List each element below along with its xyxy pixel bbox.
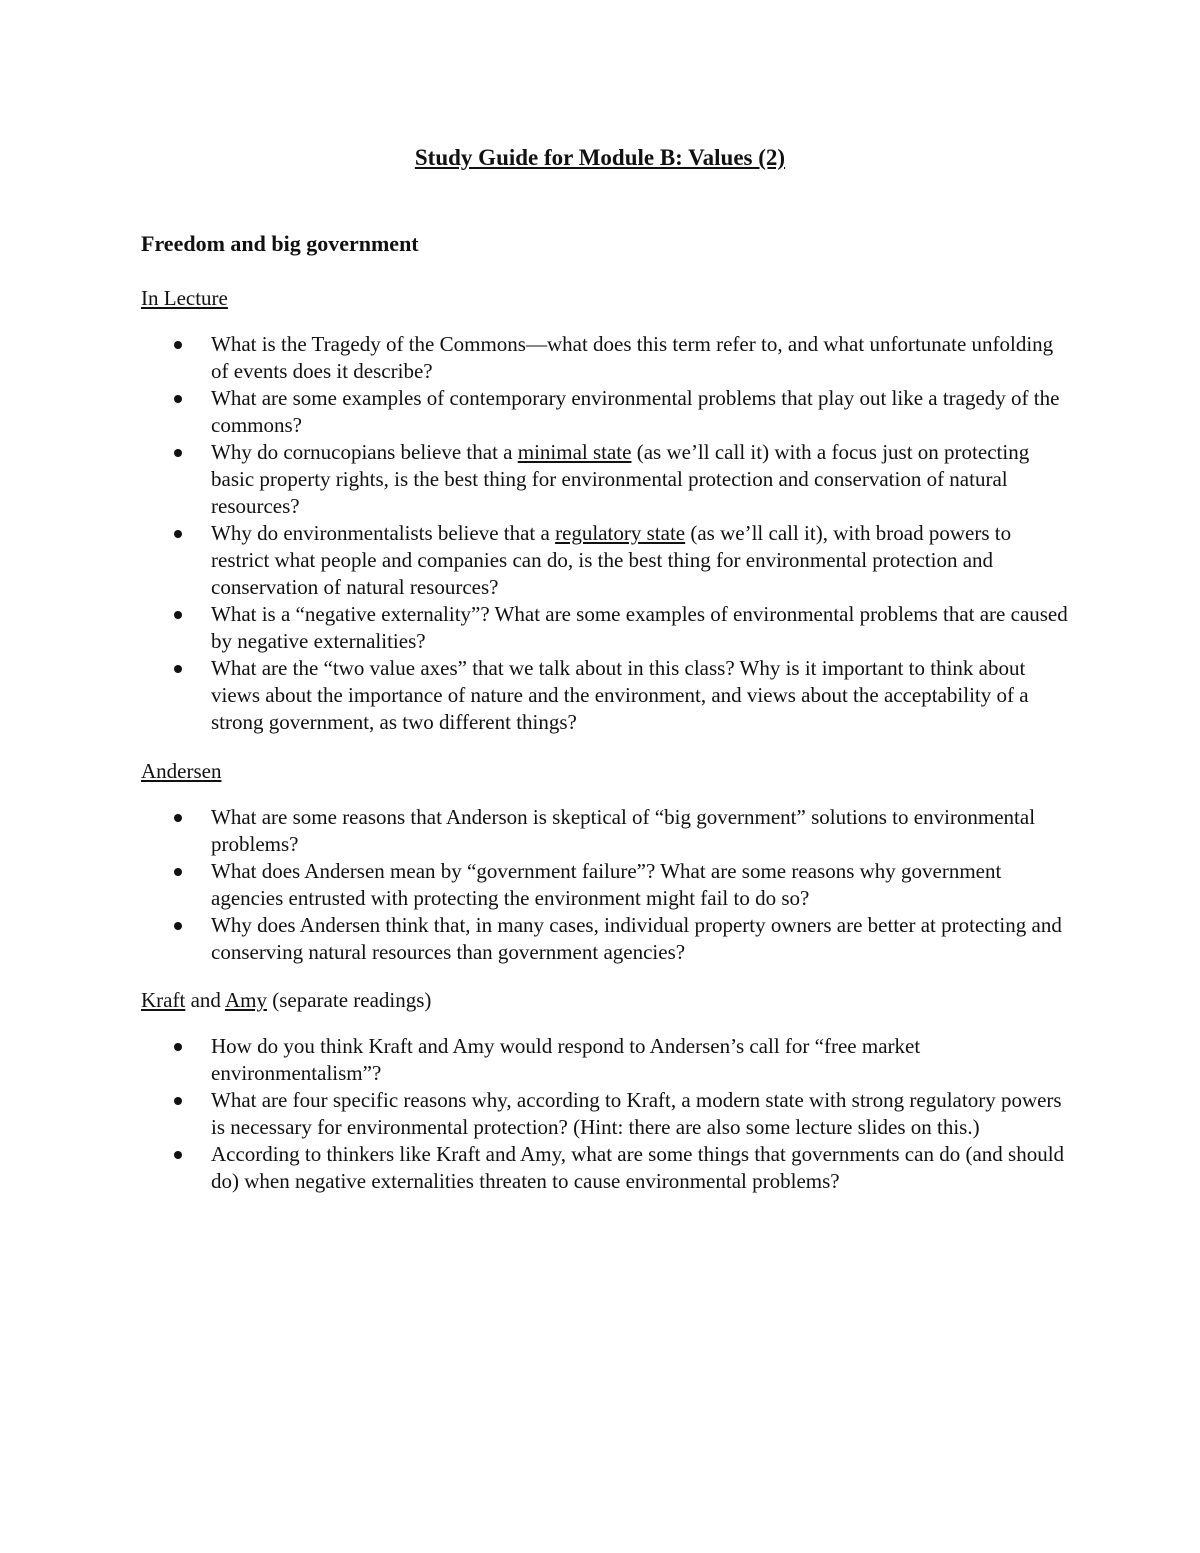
list-item: What are some reasons that Anderson is skeptical of “big government” solutions to environmental problems? xyxy=(211,804,1071,858)
list-item: Why does Andersen think that, in many cases, individual property owners are better at protecting and conserving natural resources than government agencies? xyxy=(211,912,1071,966)
list-item: Why do cornucopians believe that a minimal state (as we’ll call it) with a focus just on protecting basic property rights, is the best thing for environmental protection and conservation of natural resources? xyxy=(211,439,1071,520)
question-list-kraft-amy xyxy=(211,1033,1071,1195)
question-list-in-lecture xyxy=(211,331,1071,736)
list-item: What are the “two value axes” that we talk about in this class? Why is it important to think about views about the importance of nature and the environment, and views about the acceptability of a strong government, as two different things? xyxy=(211,655,1071,736)
list-item: According to thinkers like Kraft and Amy, what are some things that governments can do (and should do) when negative externalities threaten to cause environmental problems? xyxy=(211,1141,1071,1195)
list-item: How do you think Kraft and Amy would respond to Andersen’s call for “free market environmentalism”? xyxy=(211,1033,1071,1087)
subheading-andersen: Andersen xyxy=(141,759,222,783)
list-item: What is the Tragedy of the Commons—what does this term refer to, and what unfortunate unfolding of events does it describe? xyxy=(211,331,1071,385)
list-item: Why do environmentalists believe that a regulatory state (as we’ll call it), with broad powers to restrict what people and companies can do, is the best thing for environmental protection and conservation of natural resources? xyxy=(211,520,1071,601)
list-item: What are some examples of contemporary environmental problems that play out like a tragedy of the commons? xyxy=(211,385,1071,439)
document-title: Study Guide for Module B: Values (2) xyxy=(414,145,786,170)
term-minimal-state: minimal state xyxy=(517,440,632,464)
list-item: What is a “negative externality”? What are some examples of environmental problems that are caused by negative externalities? xyxy=(211,601,1071,655)
term-regulatory-state: regulatory state xyxy=(555,521,686,545)
list-item: What does Andersen mean by “government failure”? What are some reasons why government agencies entrusted with protecting the environment might fail to do so? xyxy=(211,858,1071,912)
section-heading: Freedom and big government xyxy=(141,231,419,256)
question-list-andersen xyxy=(211,804,1071,966)
subheading-kraft-amy: Kraft and Amy (separate readings) xyxy=(141,988,432,1012)
list-item: What are four specific reasons why, according to Kraft, a modern state with strong regulatory powers is necessary for environmental protection? (Hint: there are also some lecture slides on this.) xyxy=(211,1087,1071,1141)
subheading-in-lecture: In Lecture xyxy=(141,286,228,310)
